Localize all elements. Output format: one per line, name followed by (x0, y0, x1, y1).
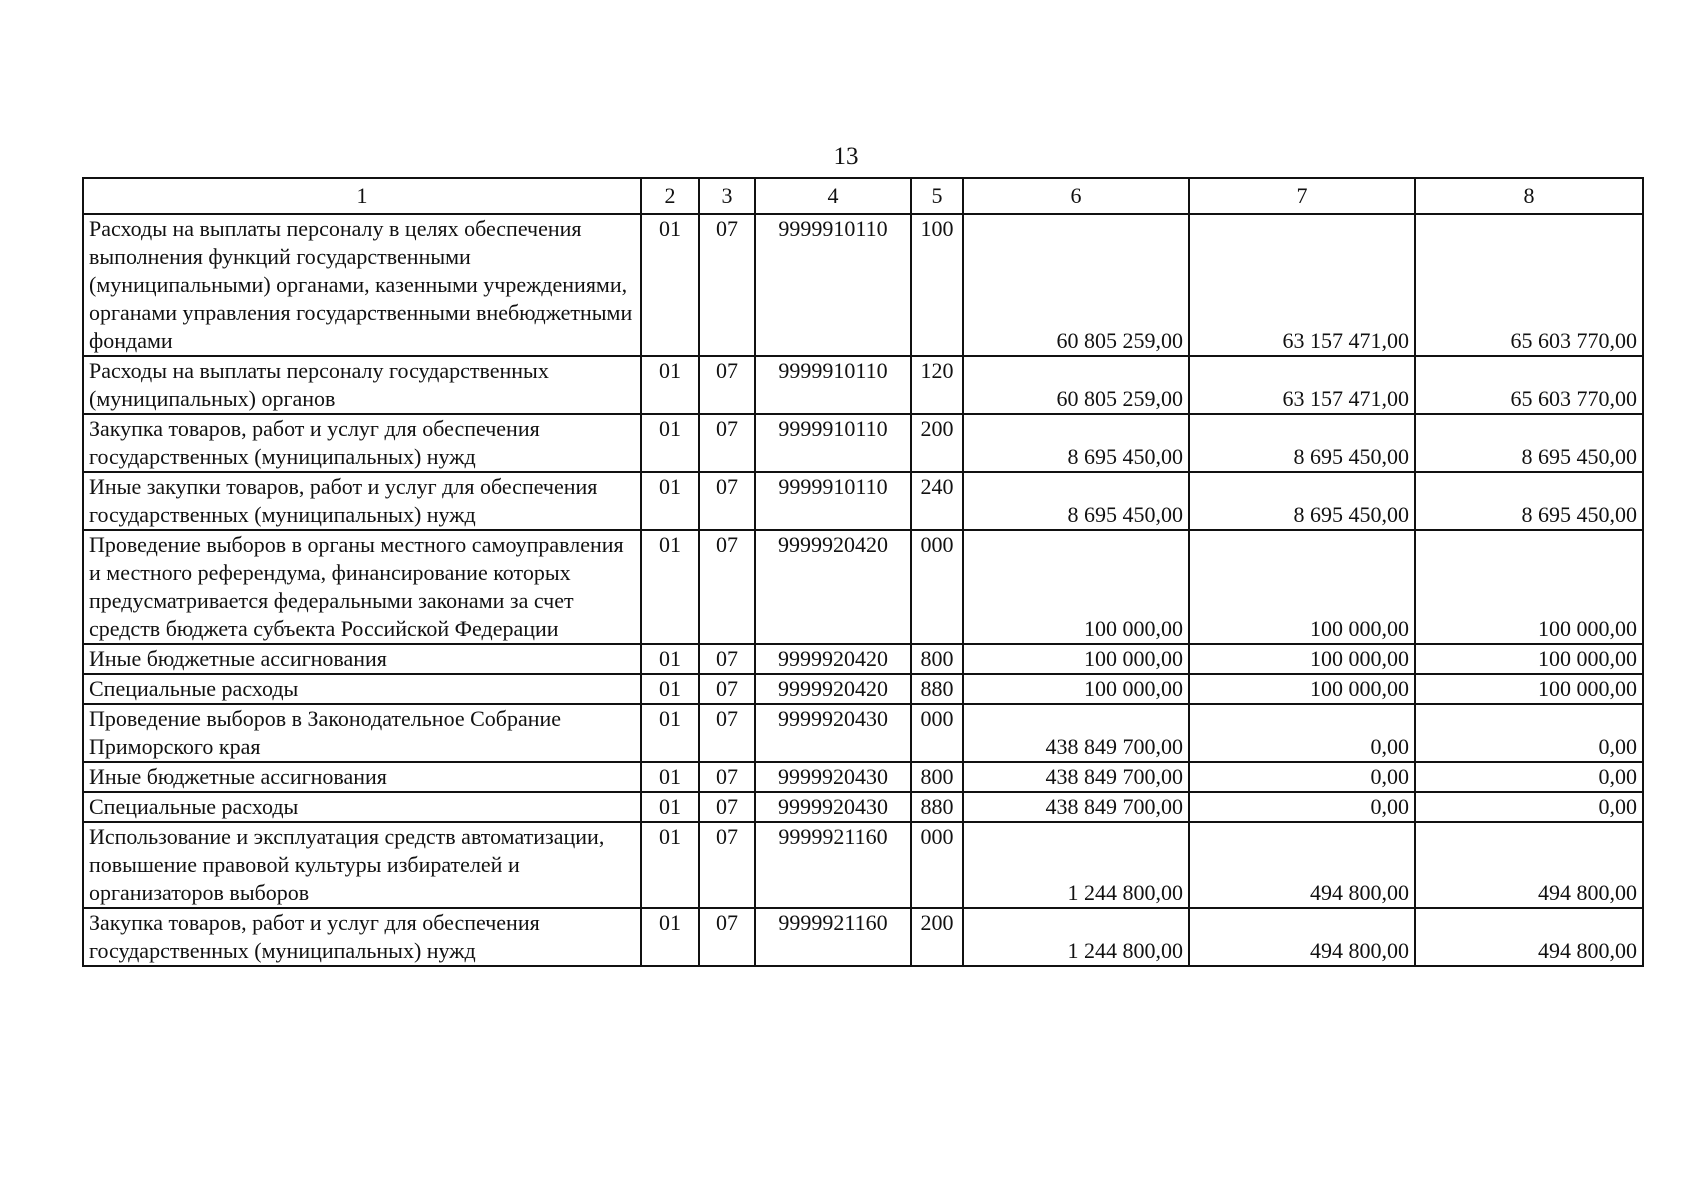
amount-col-8: 0,00 (1415, 792, 1643, 822)
amount-col-7: 63 157 471,00 (1189, 356, 1415, 414)
subsection-code: 07 (699, 792, 755, 822)
target-article-code: 9999910110 (755, 356, 911, 414)
amount-col-8: 65 603 770,00 (1415, 214, 1643, 356)
expense-name: Специальные расходы (83, 792, 641, 822)
expense-name: Специальные расходы (83, 674, 641, 704)
section-code: 01 (641, 356, 699, 414)
header-cell: 8 (1415, 178, 1643, 214)
table-row (83, 644, 1643, 674)
table-row (83, 472, 1643, 530)
expense-name: Иные бюджетные ассигнования (83, 762, 641, 792)
subsection-code: 07 (699, 644, 755, 674)
section-code: 01 (641, 644, 699, 674)
section-code: 01 (641, 908, 699, 966)
subsection-code: 07 (699, 356, 755, 414)
expense-type-code: 880 (911, 674, 963, 704)
expense-type-code: 000 (911, 530, 963, 644)
target-article-code: 9999910110 (755, 214, 911, 356)
table-row (83, 704, 1643, 762)
amount-col-6: 1 244 800,00 (963, 908, 1189, 966)
amount-col-6: 438 849 700,00 (963, 792, 1189, 822)
expense-name: Расходы на выплаты персоналу в целях обеспечения выполнения функций государственными (муниципальными) органами, казенными учреждениями, органами управления государственными внебюджетными фондами (83, 214, 641, 356)
expense-name: Закупка товаров, работ и услуг для обеспечения государственных (муниципальных) нужд (83, 908, 641, 966)
target-article-code: 9999920430 (755, 762, 911, 792)
subsection-code: 07 (699, 674, 755, 704)
budget-table (82, 177, 1644, 967)
target-article-code: 9999920420 (755, 530, 911, 644)
section-code: 01 (641, 822, 699, 908)
amount-col-8: 100 000,00 (1415, 530, 1643, 644)
amount-col-6: 438 849 700,00 (963, 704, 1189, 762)
amount-col-6: 1 244 800,00 (963, 822, 1189, 908)
amount-col-6: 100 000,00 (963, 530, 1189, 644)
amount-col-6: 438 849 700,00 (963, 762, 1189, 792)
expense-name: Иные бюджетные ассигнования (83, 644, 641, 674)
section-code: 01 (641, 414, 699, 472)
amount-col-8: 100 000,00 (1415, 644, 1643, 674)
header-cell: 2 (641, 178, 699, 214)
amount-col-7: 494 800,00 (1189, 908, 1415, 966)
table-row (83, 822, 1643, 908)
header-row (83, 178, 1643, 214)
expense-name: Проведение выборов в Законодательное Собрание Приморского края (83, 704, 641, 762)
subsection-code: 07 (699, 472, 755, 530)
section-code: 01 (641, 214, 699, 356)
amount-col-7: 8 695 450,00 (1189, 472, 1415, 530)
amount-col-8: 0,00 (1415, 704, 1643, 762)
expense-name: Иные закупки товаров, работ и услуг для обеспечения государственных (муниципальных) нужд (83, 472, 641, 530)
header-cell: 6 (963, 178, 1189, 214)
expense-type-code: 000 (911, 822, 963, 908)
amount-col-6: 100 000,00 (963, 644, 1189, 674)
amount-col-7: 63 157 471,00 (1189, 214, 1415, 356)
amount-col-7: 100 000,00 (1189, 530, 1415, 644)
expense-name: Расходы на выплаты персоналу государственных (муниципальных) органов (83, 356, 641, 414)
expense-type-code: 800 (911, 762, 963, 792)
expense-type-code: 200 (911, 908, 963, 966)
section-code: 01 (641, 792, 699, 822)
subsection-code: 07 (699, 414, 755, 472)
subsection-code: 07 (699, 822, 755, 908)
expense-type-code: 240 (911, 472, 963, 530)
target-article-code: 9999920430 (755, 792, 911, 822)
header-cell: 7 (1189, 178, 1415, 214)
table-row (83, 674, 1643, 704)
header-cell: 4 (755, 178, 911, 214)
table-row (83, 414, 1643, 472)
section-code: 01 (641, 472, 699, 530)
expense-type-code: 000 (911, 704, 963, 762)
amount-col-7: 0,00 (1189, 762, 1415, 792)
table-row (83, 530, 1643, 644)
expense-type-code: 100 (911, 214, 963, 356)
target-article-code: 9999921160 (755, 822, 911, 908)
subsection-code: 07 (699, 530, 755, 644)
target-article-code: 9999921160 (755, 908, 911, 966)
target-article-code: 9999920430 (755, 704, 911, 762)
section-code: 01 (641, 762, 699, 792)
page-number: 13 (833, 143, 859, 170)
header-cell: 1 (83, 178, 641, 214)
subsection-code: 07 (699, 214, 755, 356)
subsection-code: 07 (699, 704, 755, 762)
table-row (83, 762, 1643, 792)
expense-type-code: 120 (911, 356, 963, 414)
amount-col-7: 8 695 450,00 (1189, 414, 1415, 472)
amount-col-7: 100 000,00 (1189, 644, 1415, 674)
header-cell: 5 (911, 178, 963, 214)
subsection-code: 07 (699, 762, 755, 792)
amount-col-6: 8 695 450,00 (963, 414, 1189, 472)
expense-name: Проведение выборов в органы местного самоуправления и местного референдума, финансирование которых предусматривается федеральными законами за счет средств бюджета субъекта Российской Федерации (83, 530, 641, 644)
amount-col-6: 60 805 259,00 (963, 214, 1189, 356)
target-article-code: 9999920420 (755, 644, 911, 674)
table-row (83, 908, 1643, 966)
section-code: 01 (641, 674, 699, 704)
expense-name: Закупка товаров, работ и услуг для обеспечения государственных (муниципальных) нужд (83, 414, 641, 472)
header-cell: 3 (699, 178, 755, 214)
target-article-code: 9999910110 (755, 472, 911, 530)
target-article-code: 9999910110 (755, 414, 911, 472)
amount-col-7: 0,00 (1189, 792, 1415, 822)
amount-col-8: 8 695 450,00 (1415, 472, 1643, 530)
section-code: 01 (641, 530, 699, 644)
amount-col-6: 100 000,00 (963, 674, 1189, 704)
amount-col-7: 100 000,00 (1189, 674, 1415, 704)
amount-col-7: 494 800,00 (1189, 822, 1415, 908)
expense-type-code: 200 (911, 414, 963, 472)
expense-name: Использование и эксплуатация средств автоматизации, повышение правовой культуры избирателей и организаторов выборов (83, 822, 641, 908)
amount-col-8: 65 603 770,00 (1415, 356, 1643, 414)
section-code: 01 (641, 704, 699, 762)
subsection-code: 07 (699, 908, 755, 966)
target-article-code: 9999920420 (755, 674, 911, 704)
amount-col-7: 0,00 (1189, 704, 1415, 762)
amount-col-8: 8 695 450,00 (1415, 414, 1643, 472)
amount-col-6: 60 805 259,00 (963, 356, 1189, 414)
expense-type-code: 880 (911, 792, 963, 822)
amount-col-8: 494 800,00 (1415, 822, 1643, 908)
amount-col-6: 8 695 450,00 (963, 472, 1189, 530)
amount-col-8: 494 800,00 (1415, 908, 1643, 966)
table-row (83, 792, 1643, 822)
expense-type-code: 800 (911, 644, 963, 674)
amount-col-8: 100 000,00 (1415, 674, 1643, 704)
table-row (83, 214, 1643, 356)
amount-col-8: 0,00 (1415, 762, 1643, 792)
table-row (83, 356, 1643, 414)
